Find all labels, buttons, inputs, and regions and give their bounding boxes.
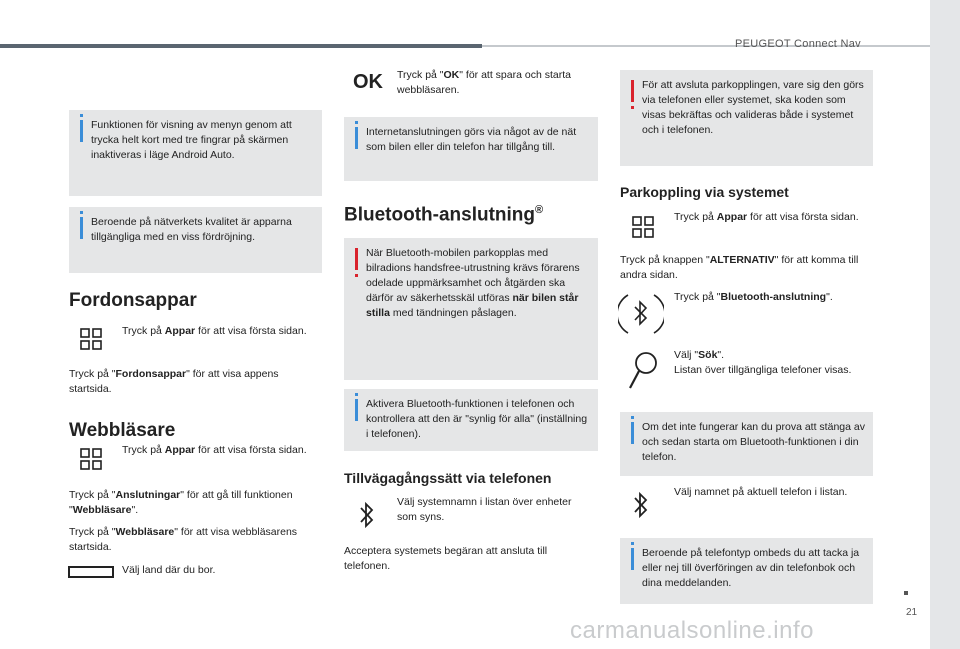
page-marker-icon xyxy=(904,591,908,595)
page-header-title: PEUGEOT Connect Nav xyxy=(735,38,861,50)
side-margin-band xyxy=(930,0,960,649)
step-sys-bluetooth: Tryck på "Bluetooth-anslutning". xyxy=(674,291,833,303)
bluetooth-icon xyxy=(632,490,650,520)
apps-grid-icon xyxy=(80,328,102,350)
heading-bluetooth: Bluetooth-anslutning® xyxy=(344,204,544,226)
step-sys-search: Välj "Sök". Listan över tillgängliga telefoner visas. xyxy=(674,349,852,376)
info-note-internet: Internetanslutningen görs via något av de nät som bilen eller din telefon har tillgång till. xyxy=(344,117,598,181)
info-note-restart: Om det inte fungerar kan du prova att stänga av och sedan starta om Bluetooth-funktionen i din telefon. xyxy=(620,412,873,476)
warning-note-end-pairing: För att avsluta parkopplingen, vare sig den görs via telefonen eller systemet, ska koden som visas bekräftas och valideras både i systemet och i telefonen. xyxy=(620,70,873,166)
apps-grid-icon xyxy=(80,448,102,470)
step-fordon-apps: Tryck på Appar för att visa första sidan. xyxy=(122,325,307,337)
country-field-icon xyxy=(68,565,114,579)
info-note-network: Beroende på nätverkets kvalitet är apparna tillgängliga med en viss fördröjning. xyxy=(69,207,322,273)
warning-icon xyxy=(355,248,358,270)
search-icon xyxy=(626,350,660,392)
step-web-country: Välj land där du bor. xyxy=(122,564,216,576)
heading-via-telefonen: Tillvägagångssätt via telefonen xyxy=(344,470,552,486)
step-sys-options: Tryck på knappen "ALTERNATIV" för att komma till andra sidan. xyxy=(620,254,859,281)
info-note-phone-type: Beroende på telefontyp ombeds du att tacka ja eller nej till överföringen av din telefonbok och dina meddelanden. xyxy=(620,538,873,604)
page-number: 21 xyxy=(906,607,918,618)
info-icon xyxy=(631,548,634,570)
ok-icon: OK xyxy=(353,71,383,93)
info-icon xyxy=(80,120,83,142)
step-web-apps: Tryck på Appar för att visa första sidan. xyxy=(122,444,307,456)
info-icon xyxy=(80,217,83,239)
step-fordon-open: Tryck på "Fordonsappar" för att visa appens startsida. xyxy=(69,368,279,395)
header-rule xyxy=(482,45,930,47)
step-ok: Tryck på "OK" för att spara och starta webbläsaren. xyxy=(397,69,571,96)
heading-webblasare: Webbläsare xyxy=(69,420,176,441)
step-sys-apps: Tryck på Appar för att visa första sidan. xyxy=(674,211,859,223)
heading-via-systemet: Parkoppling via systemet xyxy=(620,184,789,200)
bluetooth-icon xyxy=(358,500,376,530)
step-select-system: Välj systemnamn i listan över enheter som syns. xyxy=(397,496,572,523)
apps-grid-icon xyxy=(632,216,654,238)
step-accept-request: Acceptera systemets begäran att ansluta till telefonen. xyxy=(344,545,548,572)
step-web-connections: Tryck på "Anslutningar" för att gå till funktionen "Webbläsare". xyxy=(69,489,293,516)
info-icon xyxy=(631,422,634,444)
info-note-activate: Aktivera Bluetooth-funktionen i telefonen och kontrollera att den är "synlig för alla" (inställning i telefonen). xyxy=(344,389,598,451)
bluetooth-connection-icon xyxy=(618,293,664,335)
step-sys-select-phone: Välj namnet på aktuell telefon i listan. xyxy=(674,486,848,498)
heading-fordonsappar: Fordonsappar xyxy=(69,290,197,311)
info-icon xyxy=(355,127,358,149)
step-web-browser: Tryck på "Webbläsare" för att visa webbläsarens startsida. xyxy=(69,526,298,553)
info-icon xyxy=(355,399,358,421)
warning-note-bluetooth: När Bluetooth-mobilen parkopplas med bilradions handsfree-utrustning krävs förarens odelade uppmärksamhet och åtgärden ska därför av säkerhetsskäl utföras när bilen står stilla med tändningen påslagen. xyxy=(344,238,598,380)
header-bar xyxy=(0,44,482,48)
watermark-text: carmanualsonline.info xyxy=(570,617,814,644)
info-note-android-auto: Funktionen för visning av menyn genom att trycka helt kort med tre fingrar på skärmen inaktiveras i läge Android Auto. xyxy=(69,110,322,196)
warning-icon xyxy=(631,80,634,102)
